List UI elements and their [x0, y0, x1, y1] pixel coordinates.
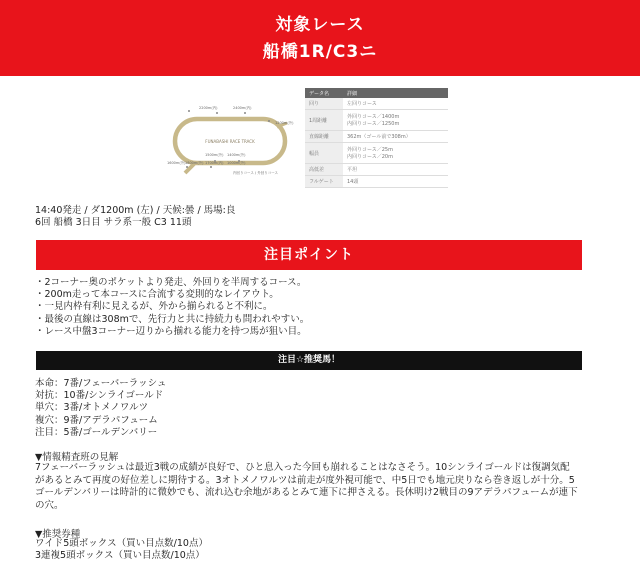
- banner-race-name: 船橋1R/C3ニ: [262, 42, 378, 62]
- table-key: 1周距離: [305, 110, 343, 131]
- table-value: 362m（ゴール前で308m）: [343, 131, 448, 143]
- table-key: 直線距離: [305, 131, 343, 143]
- course-data-table: [305, 88, 448, 188]
- table-value: 14頭: [343, 176, 448, 188]
- track-name: FUNABASHI RACE TRACK: [205, 139, 255, 144]
- highlight-points: [35, 277, 585, 338]
- table-key: 回り: [305, 98, 343, 110]
- list-item: 対抗：10番/シンライゴールド: [35, 390, 164, 402]
- list-item: ワイド5頭ボックス（買い目点数/10点）: [35, 538, 208, 549]
- picks-heading: 注目☆推奨馬！: [36, 351, 582, 370]
- analysis-line: の穴。: [35, 499, 64, 511]
- analysis-line: があるとみて再度の好位差しに期待する。3オトメノワルツは前走が度外視可能で、中5日でも地元戻りなら巻き返しが十分。5: [35, 474, 575, 486]
- table-key: 幅員: [305, 143, 343, 164]
- table-header: データ名: [305, 88, 343, 98]
- table-row: [305, 176, 448, 188]
- list-item: ・最後の直線は308mで、先行力と共に持続力も問われやすい。: [35, 313, 310, 325]
- table-key: フルゲート: [305, 176, 343, 188]
- analysis-line: ゴールデンバリーは時計的に微妙でも、流れ込む余地があるとみて連下に押さえる。長休明け2戦目の9アデラパフュームが連下: [35, 487, 578, 499]
- table-value-line: 内回りコース／20m: [347, 154, 393, 160]
- course-label: 1200m(外): [275, 121, 294, 125]
- race-banner: [0, 0, 640, 76]
- course-label: 2400m(内): [233, 106, 252, 110]
- list-item: ・レース中盤3コーナー辺りから揃れる能力を持つ馬が狙い目。: [35, 325, 307, 337]
- table-row: [305, 143, 448, 164]
- table-value: 平坦: [343, 164, 448, 176]
- table-row: [305, 98, 448, 110]
- course-legend: 内回りコース / 外回りコース: [233, 171, 279, 175]
- race-class: 6回 船橋 3日目 サラ系一般 C3 11頭: [35, 217, 192, 228]
- table-header: 詳細: [343, 88, 448, 98]
- list-item: ・2コーナー奥のポケットより発走、外回りを半周するコース。: [35, 277, 307, 288]
- list-item: 本命：7番/フェーバーラッシュ: [35, 378, 167, 389]
- list-item: 注目：5番/ゴールデンバリー: [35, 426, 158, 438]
- analysis-title: ▼情報精査班の見解: [35, 452, 119, 463]
- table-row: [305, 164, 448, 176]
- list-item: 3連複5頭ボックス（買い目点数/10点）: [35, 550, 205, 562]
- table-row: [305, 110, 448, 131]
- course-label: 1600m(外): [167, 161, 186, 165]
- analysis-body: [35, 462, 587, 512]
- picks-list: [35, 378, 166, 439]
- course-label: 1400m(外): [227, 153, 246, 157]
- banner-title: 対象レース: [275, 15, 365, 35]
- course-label: 1000m(外): [227, 161, 246, 165]
- course-map: [165, 101, 295, 179]
- list-item: 単穴：3番/オトメノワルツ: [35, 402, 149, 414]
- table-value-line: 外回りコース／25m: [347, 147, 393, 153]
- table-value: 左回りコース: [343, 98, 448, 110]
- table-value-line: 内回りコース／1250m: [347, 121, 400, 127]
- analysis-line: 7フェーバーラッシュは最近3戦の成績が良好で、ひと息入った今回も崩れることはなさそう。10シンライゴールドは復調気配: [35, 462, 570, 473]
- list-item: ・一見内枠有利に見えるが、外から揃られると不利に。: [35, 301, 273, 313]
- highlight-heading: 注目ポイント: [36, 240, 582, 270]
- race-info: [35, 205, 235, 229]
- list-item: ・200m走って本コースに合流する変則的なレイアウト。: [35, 289, 279, 301]
- table-value: [343, 110, 448, 131]
- course-label: 1500m(外): [205, 153, 224, 157]
- race-conditions: 14:40発走 / ダ1200m (左) / 天候:曇 / 馬場:良: [35, 205, 236, 216]
- tickets-list: [35, 538, 208, 562]
- track-diagram: [165, 101, 295, 179]
- tickets-title: ▼推奨券種: [35, 529, 81, 540]
- table-key: 高低差: [305, 164, 343, 176]
- table-value-line: 外回りコース／1400m: [347, 114, 400, 120]
- table-value: [343, 143, 448, 164]
- list-item: 複穴：9番/アデラパフューム: [35, 414, 158, 426]
- course-label: 1700m(内): [205, 161, 224, 165]
- course-label: 1800m(外): [185, 161, 204, 165]
- course-label: 2200m(内): [199, 106, 218, 110]
- table-row: [305, 131, 448, 143]
